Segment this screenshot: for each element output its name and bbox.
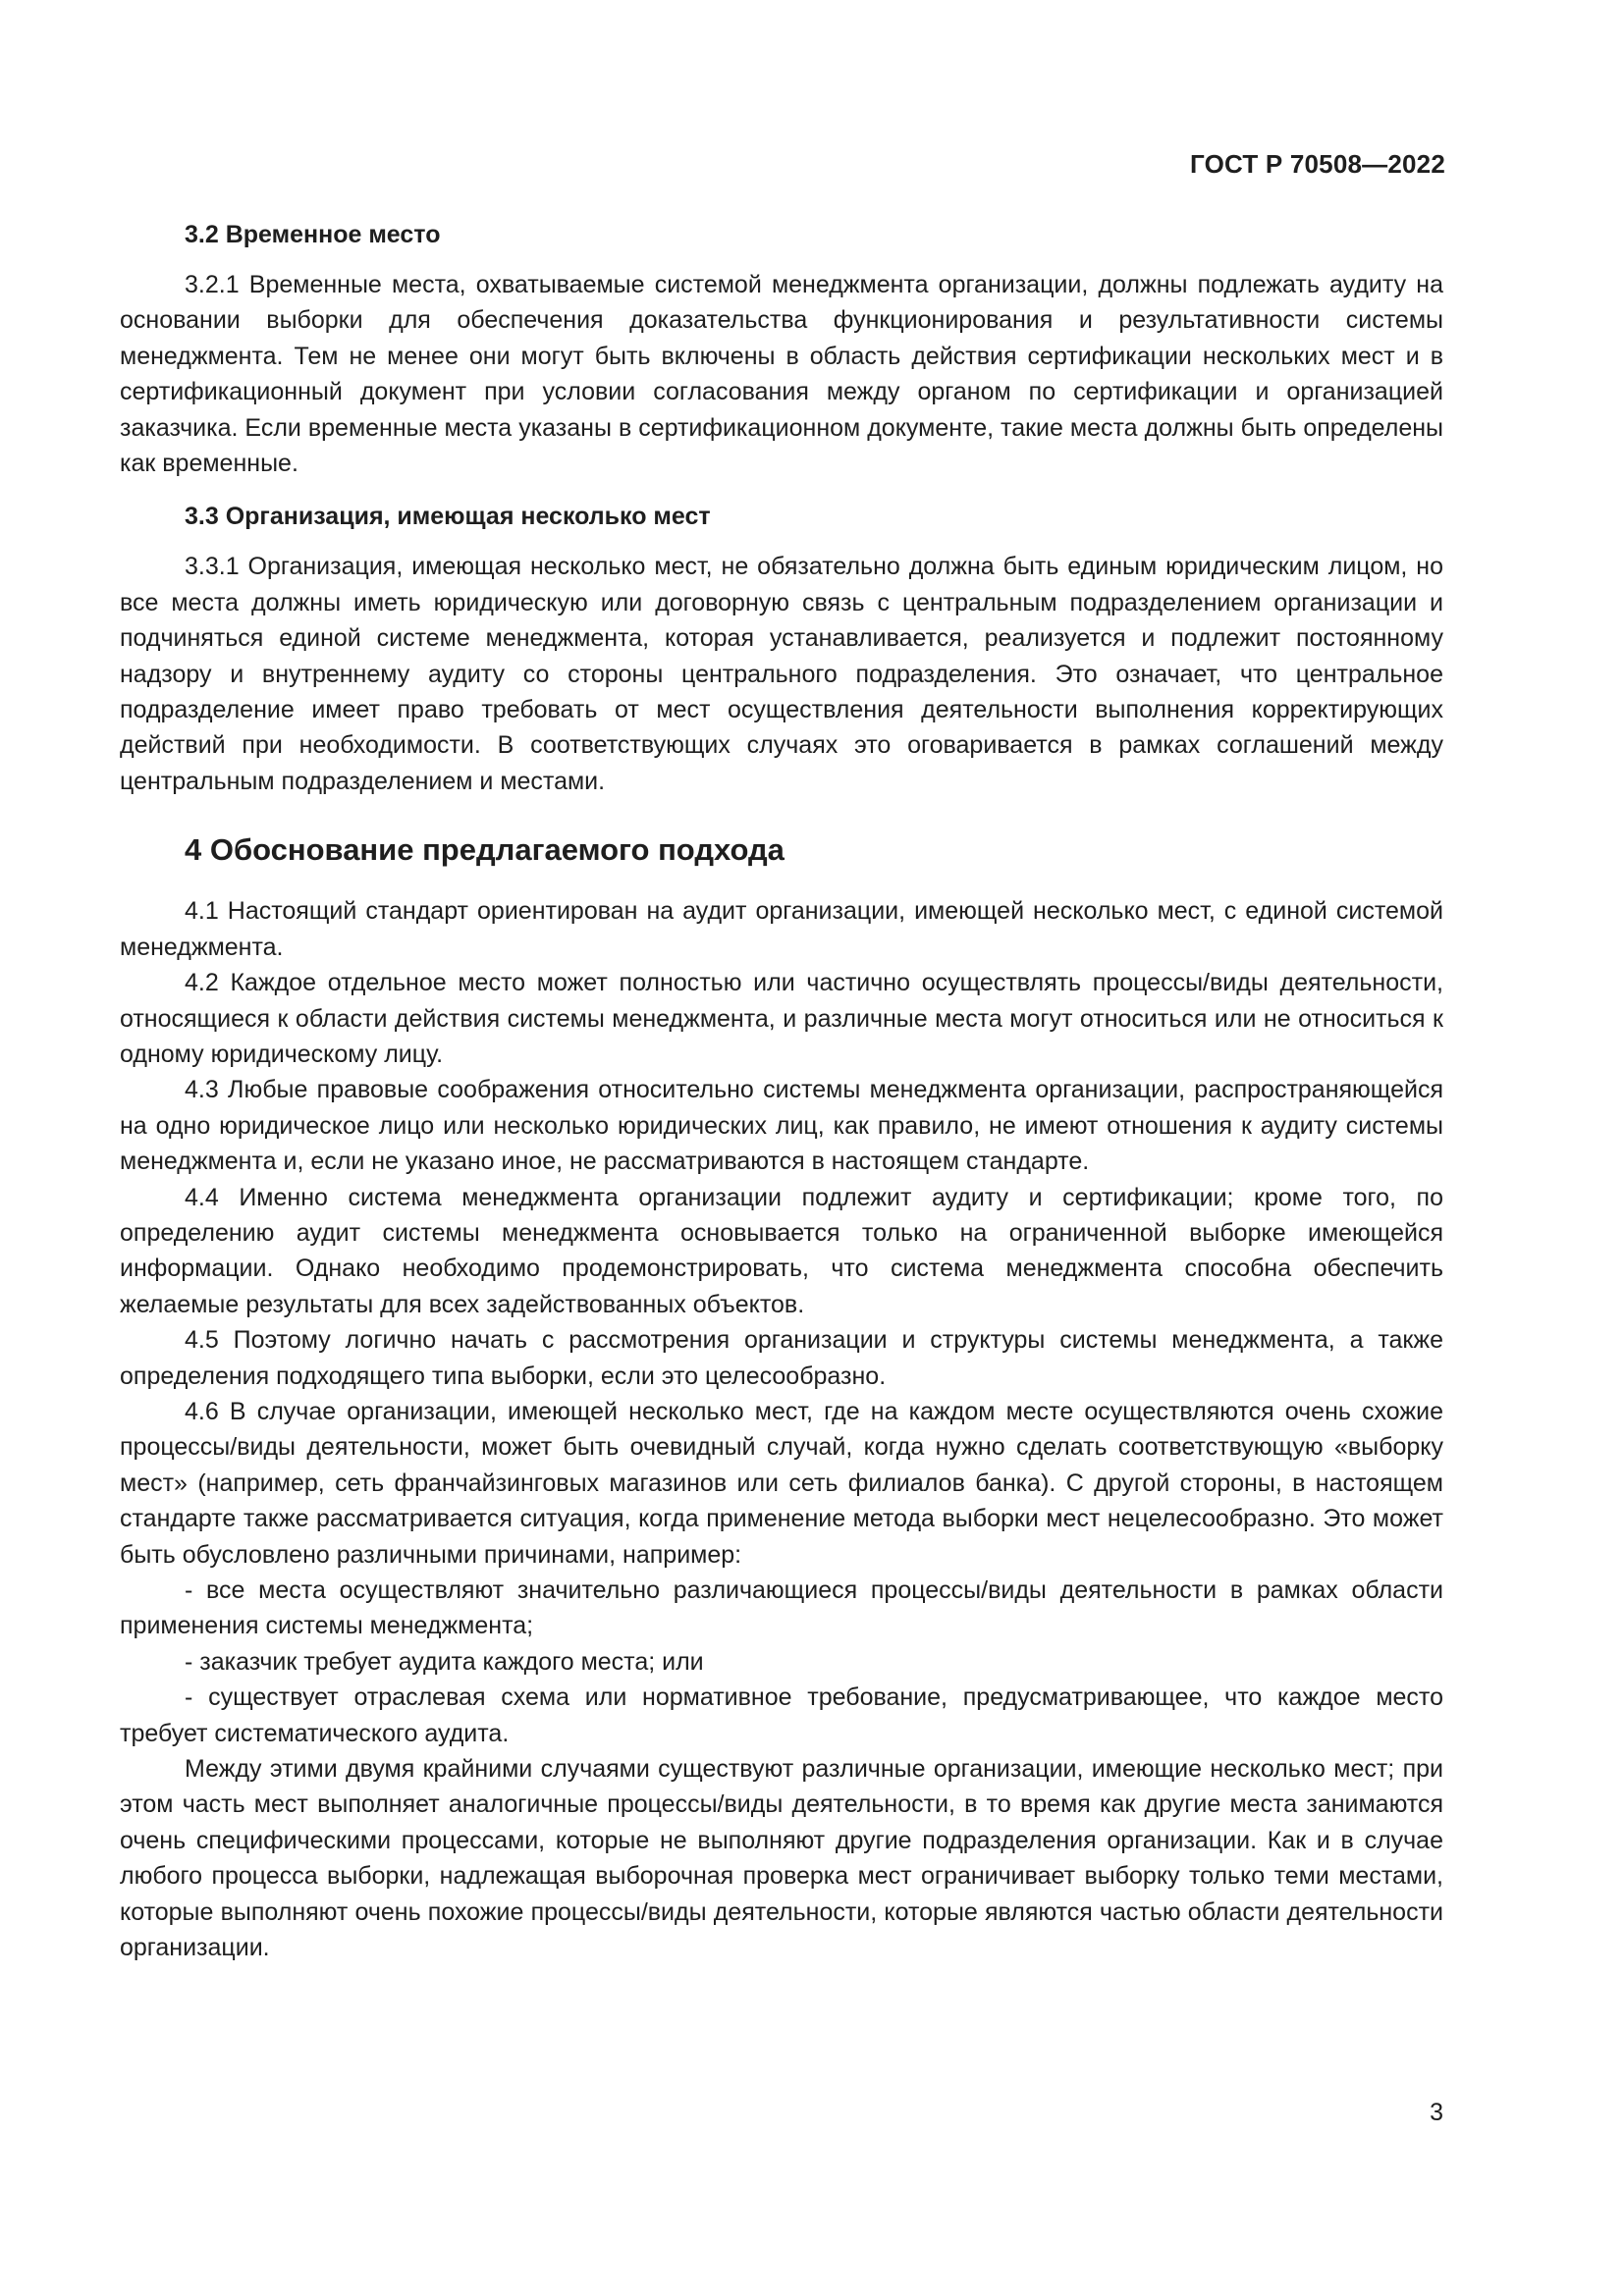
page-number: 3 bbox=[1430, 2099, 1443, 2126]
list-item: - все места осуществляют значительно различающиеся процессы/виды деятельности в рамках области применения системы менеджмента; bbox=[120, 1576, 1443, 1640]
list-item: - заказчик требует аудита каждого места; или bbox=[185, 1647, 704, 1676]
paragraph-4-4: 4.4 Именно система менеджмента организации подлежит аудиту и сертификации; кроме того, по определению аудит системы менеджмента основывается только на ограниченной выборке имеющейся информации. Однако необходимо продемонстрировать, что система менеджмента способна обеспечить желаемые результаты для всех задействованных объектов. bbox=[120, 1183, 1443, 1318]
paragraph-3-3-1: 3.3.1 Организация, имеющая несколько мест, не обязательно должна быть единым юридическим лицом, но все места должны иметь юридическую или договорную связь с центральным подразделением организации и подчиняться единой системе менеджмента, которая устанавливается, реализуется и подлежит постоянному надзору и внутреннему аудиту со стороны центрального подразделения. Это означает, что центральное подразделение имеет право требовать от мест осуществления деятельности выполнения корректирующих действий при необходимости. В соответствующих случаях это оговаривается в рамках соглашений между центральным подразделением и местами. bbox=[120, 553, 1443, 795]
paragraph-final: Между этими двумя крайними случаями существуют различные организации, имеющие несколько мест; при этом часть мест выполняет аналогичные процессы/виды деятельности, в то время как другие места занимаются очень специфическими процессами, которые не выполняют другие подразделения организации. Как и в случае любого процесса выборки, надлежащая выборочная проверка мест ограничивает выборку только теми местами, которые выполняют очень похожие процессы/виды деятельности, которые являются частью области деятельности организации. bbox=[120, 1755, 1443, 1962]
paragraph-4-3: 4.3 Любые правовые соображения относительно системы менеджмента организации, распространяющейся на одно юридическое лицо или несколько юридических лиц, как правило, не имеют отношения к аудиту системы менеджмента и, если не указано иное, не рассматриваются в настоящем стандарте. bbox=[120, 1076, 1443, 1176]
paragraph-4-5: 4.5 Поэтому логично начать с рассмотрения организации и структуры системы менеджмента, а также определения подходящего типа выборки, если это целесообразно. bbox=[120, 1326, 1443, 1390]
page-content bbox=[120, 221, 1443, 1965]
standard-header: ГОСТ Р 70508—2022 bbox=[1190, 149, 1445, 179]
subsection-title-3-2: 3.2 Временное место bbox=[185, 221, 441, 248]
paragraph-4-6: 4.6 В случае организации, имеющей несколько мест, где на каждом месте осуществляются очень схожие процессы/виды деятельности, может быть очевидный случай, когда нужно сделать соответствующую «выборку мест» (например, сеть франчайзинговых магазинов или сеть филиалов банка). С другой стороны, в настоящем стандарте также рассматривается ситуация, когда применение метода выборки мест нецелесообразно. Это может быть обусловлено различными причинами, например: bbox=[120, 1397, 1443, 1569]
list-item: - существует отраслевая схема или нормативное требование, предусматривающее, что каждое место требует систематического аудита. bbox=[120, 1683, 1443, 1747]
subsection-title-3-3: 3.3 Организация, имеющая несколько мест bbox=[185, 503, 711, 531]
paragraph-4-1: 4.1 Настоящий стандарт ориентирован на аудит организации, имеющей несколько мест, с единой системой менеджмента. bbox=[120, 897, 1443, 961]
section-title-4: 4 Обоснование предлагаемого подхода bbox=[185, 832, 785, 868]
paragraph-3-2-1: 3.2.1 Временные места, охватываемые системой менеджмента организации, должны подлежать аудиту на основании выборки для обеспечения доказательства функционирования и результативности системы менеджмента. Тем не менее они могут быть включены в область действия сертификации нескольких мест и в сертификационный документ при условии согласования между органом по сертификации и организацией заказчика. Если временные места указаны в сертификационном документе, такие места должны быть определены как временные. bbox=[120, 271, 1443, 478]
paragraph-4-2: 4.2 Каждое отдельное место может полностью или частично осуществлять процессы/виды деятельности, относящиеся к области действия системы менеджмента, и различные места могут относиться или не относиться к одному юридическому лицу. bbox=[120, 969, 1443, 1068]
